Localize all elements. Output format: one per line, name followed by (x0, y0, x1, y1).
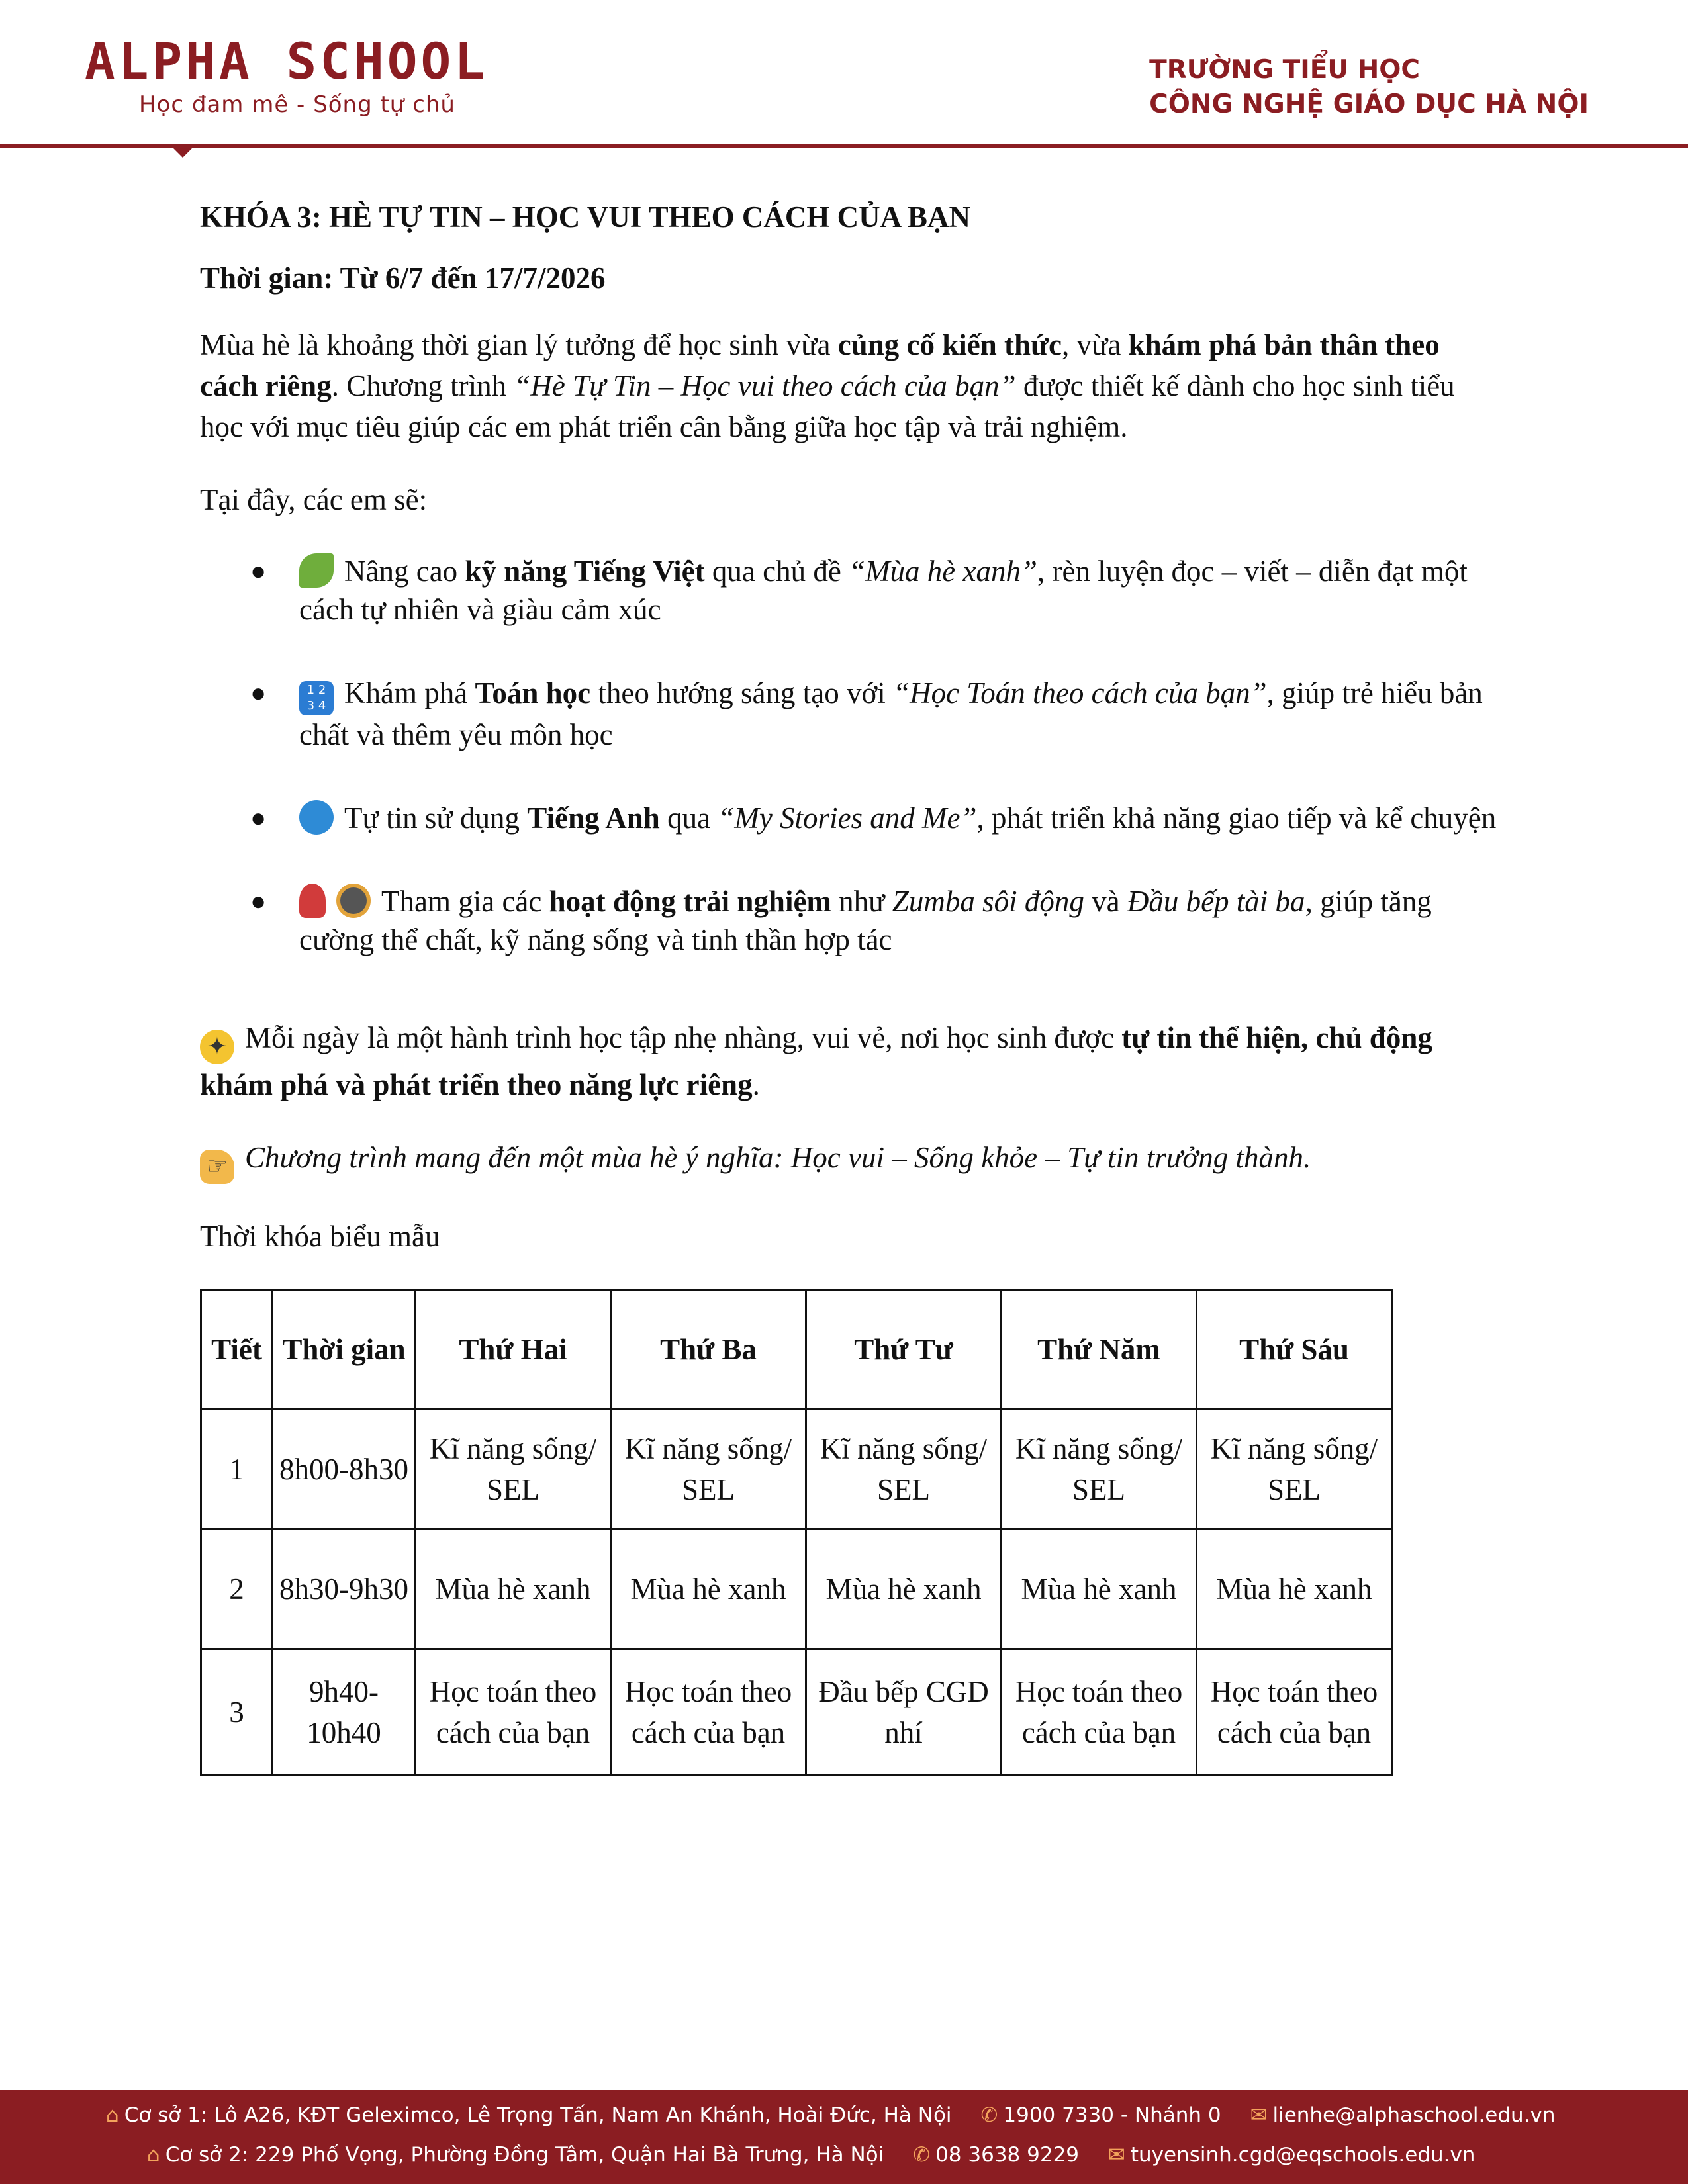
header-divider (0, 144, 1688, 148)
header-thursday: Thứ Năm (1002, 1290, 1197, 1410)
phone-icon: ✆ (913, 2143, 931, 2167)
summary-paragraph: ✦ Mỗi ngày là một hành trình học tập nhẹ nhàng, vui vẻ, nơi học sinh được tự tin thể hiện, chủ động khám phá và phát triển theo năng lực riêng. (200, 1021, 1432, 1101)
dancer-icon (299, 884, 326, 918)
table-cell: Học toán theo cách của bạn (1002, 1649, 1197, 1776)
footer-campus-2 (147, 2143, 1475, 2167)
table-cell: Mùa hè xanh (416, 1529, 611, 1649)
list-item: ● Nâng cao kỹ năng Tiếng Việt qua chủ đề “Mùa hè xanh”, rèn luyện đọc – viết – diễn đạt một cách tự nhiên và giàu cảm xúc (250, 555, 1468, 626)
logo-slogan: Học đam mê - Sống tự chủ (139, 91, 455, 118)
leaf-icon (299, 553, 334, 588)
table-cell: Học toán theo cách của bạn (1197, 1649, 1392, 1776)
phone-2: 08 3638 9229 (935, 2143, 1080, 2167)
table-row (201, 1410, 1392, 1529)
mail-icon: ✉ (1107, 2143, 1125, 2167)
email-2[interactable]: tuyensinh.cgd@eqschools.edu.vn (1130, 2143, 1476, 2167)
intro-paragraph: Mùa hè là khoảng thời gian lý tưởng để học sinh vừa củng cố kiến thức, vừa khám phá bản thân theo cách riêng. Chương trình “Hè Tự Tin – Học vui theo cách của bạn” được thiết kế dành cho học sinh tiểu học với mục tiêu giúp các em phát triển cân bằng giữa học tập và trải nghiệm. (200, 328, 1455, 443)
table-cell: Kĩ năng sống/ SEL (416, 1410, 611, 1529)
school-name (1149, 53, 1589, 122)
email-1[interactable]: lienhe@alphaschool.edu.vn (1272, 2103, 1556, 2127)
schedule-label: Thời khóa biểu mẫu (200, 1220, 440, 1253)
address-1: Cơ sở 1: Lô A26, KĐT Geleximco, Lê Trọng Tấn, Nam An Khánh, Hoài Đức, Hà Nội (124, 2103, 952, 2127)
table-cell: Kĩ năng sống/ SEL (611, 1410, 806, 1529)
home-icon: ⌂ (147, 2143, 160, 2167)
table-cell: 1 (201, 1410, 273, 1529)
course-time: Thời gian: Từ 6/7 đến 17/7/2026 (200, 261, 606, 295)
table-row (201, 1649, 1392, 1776)
page-footer (0, 2090, 1688, 2184)
table-cell: Mùa hè xanh (806, 1529, 1002, 1649)
table-row (201, 1529, 1392, 1649)
document-body (200, 192, 1497, 1776)
table-cell: Mùa hè xanh (1197, 1529, 1392, 1649)
table-cell: 8h30-9h30 (273, 1529, 416, 1649)
table-cell: 2 (201, 1529, 273, 1649)
schedule-table (200, 1289, 1393, 1776)
header-time: Thời gian (273, 1290, 416, 1410)
table-cell: Kĩ năng sống/ SEL (1197, 1410, 1392, 1529)
mail-icon: ✉ (1250, 2103, 1268, 2127)
footer-campus-1 (106, 2103, 1556, 2127)
sparkles-icon: ✦ (200, 1030, 234, 1064)
page-header (0, 0, 1688, 159)
school-name-line1: TRƯỜNG TIỂU HỌC (1149, 55, 1421, 85)
school-name-line2: CÔNG NGHỆ GIÁO DỤC HÀ NỘI (1149, 89, 1589, 119)
header-friday: Thứ Sáu (1197, 1290, 1392, 1410)
phone-icon: ✆ (980, 2103, 998, 2127)
table-cell: Mùa hè xanh (611, 1529, 806, 1649)
table-header-row (201, 1290, 1392, 1410)
table-cell: Kĩ năng sống/ SEL (1002, 1410, 1197, 1529)
header-wednesday: Thứ Tư (806, 1290, 1002, 1410)
motto: ☞ Chương trình mang đến một mùa hè ý nghĩa: Học vui – Sống khỏe – Tự tin trưởng thành. (200, 1137, 1497, 1184)
header-tuesday: Thứ Ba (611, 1290, 806, 1410)
header-period: Tiết (201, 1290, 273, 1410)
table-cell: Mùa hè xanh (1002, 1529, 1197, 1649)
globe-icon (299, 800, 334, 835)
list-item: ● Tham gia các hoạt động trải nghiệm như Zumba sôi động và Đầu bếp tài ba, giúp tăng cường thể chất, kỹ năng sống và tinh thần hợp tác (250, 885, 1432, 956)
phone-1: 1900 7330 - Nhánh 0 (1003, 2103, 1221, 2127)
benefit-list (200, 552, 1497, 959)
header-monday: Thứ Hai (416, 1290, 611, 1410)
home-icon: ⌂ (106, 2103, 119, 2127)
course-title: KHÓA 3: HÈ TỰ TIN – HỌC VUI THEO CÁCH CỦA BẠN (200, 201, 970, 234)
table-cell: Học toán theo cách của bạn (611, 1649, 806, 1776)
table-cell: Đầu bếp CGD nhí (806, 1649, 1002, 1776)
frying-pan-icon (336, 884, 371, 918)
table-cell: 8h00-8h30 (273, 1410, 416, 1529)
address-2: Cơ sở 2: 229 Phố Vọng, Phường Đồng Tâm, Quận Hai Bà Trưng, Hà Nội (165, 2143, 884, 2167)
lead-text: Tại đây, các em sẽ: (200, 483, 428, 516)
numbers-icon: 1 2 3 4 (299, 681, 334, 715)
header-notch-icon (173, 148, 192, 158)
pointing-hand-icon: ☞ (200, 1150, 234, 1184)
logo-title: ALPHA SCHOOL (85, 32, 489, 91)
table-cell: 9h40-10h40 (273, 1649, 416, 1776)
table-cell: 3 (201, 1649, 273, 1776)
list-item: ● Tự tin sử dụng Tiếng Anh qua “My Stories and Me”, phát triển khả năng giao tiếp và kể chuyện (250, 801, 1497, 835)
table-cell: Học toán theo cách của bạn (416, 1649, 611, 1776)
table-cell: Kĩ năng sống/ SEL (806, 1410, 1002, 1529)
list-item: ● 1 2 3 4 Khám phá Toán học theo hướng sáng tạo với “Học Toán theo cách của bạn”, giúp trẻ hiểu bản chất và thêm yêu môn học (250, 676, 1483, 751)
